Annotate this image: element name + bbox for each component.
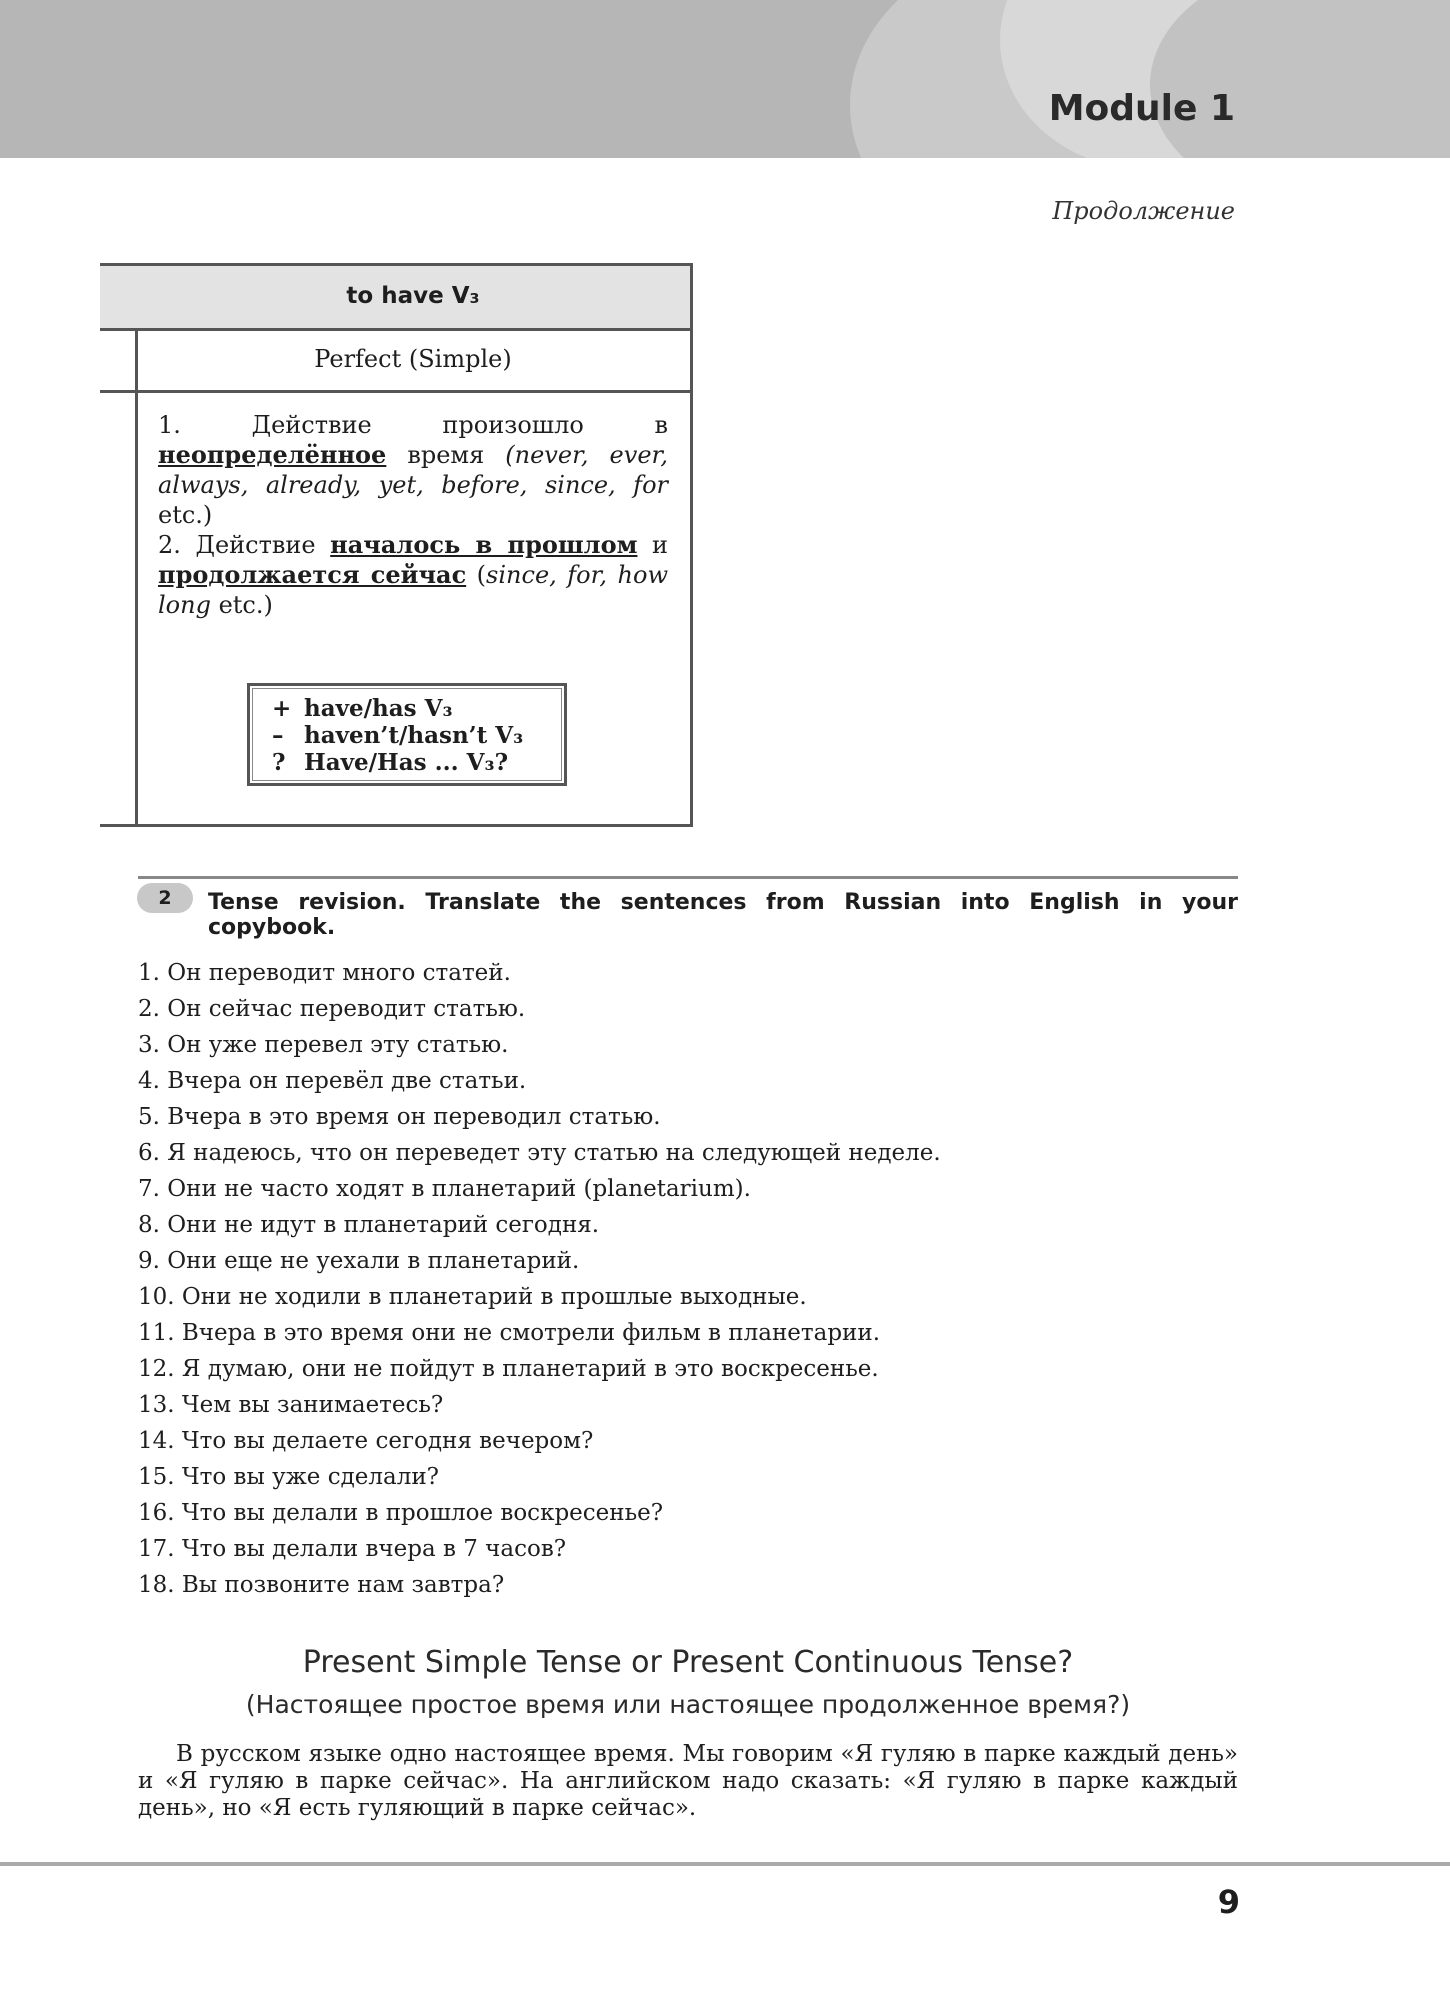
form-negative xyxy=(272,722,564,749)
usage-markers: since, for, how long xyxy=(158,561,668,619)
item-text: Он уже перевел эту статью. xyxy=(167,1032,509,1058)
table-header xyxy=(100,263,690,331)
item-number: 12. xyxy=(138,1356,175,1382)
usage-text: ( xyxy=(466,561,487,589)
item-number: 13. xyxy=(138,1392,175,1418)
form-question xyxy=(272,749,564,776)
item-number: 17. xyxy=(138,1536,175,1562)
item-text: Вы позвоните нам завтра? xyxy=(181,1572,505,1598)
list-item xyxy=(138,994,941,1030)
item-text: Вчера в это время они не смотрели фильм в планетарии. xyxy=(181,1320,881,1346)
list-item xyxy=(138,1030,941,1066)
list-item xyxy=(138,1246,941,1282)
item-number: 18. xyxy=(138,1572,175,1598)
list-item xyxy=(138,1390,941,1426)
item-number: 15. xyxy=(138,1464,175,1490)
list-item xyxy=(138,1174,941,1210)
sentence-list xyxy=(138,958,941,1606)
item-text: Чем вы занимаетесь? xyxy=(181,1392,444,1418)
section-paragraph: В русском языке одно настоящее время. Мы говорим «Я гуляю в парке каждый день» и «Я гуляю в парке сейчас». На английском надо сказать: «Я гуляю в парке каждый день», но «Я есть гуляющий в парке сейчас». xyxy=(138,1741,1238,1821)
header-banner xyxy=(0,0,1450,158)
usage-text: и xyxy=(637,531,668,559)
usage-keyword: продолжается сейчас xyxy=(158,560,467,589)
list-item xyxy=(138,1318,941,1354)
item-number: 4. xyxy=(138,1068,160,1094)
exercise-number-badge: 2 xyxy=(137,883,193,913)
form-symbol: + xyxy=(272,695,292,722)
item-number: 11. xyxy=(138,1320,175,1346)
section-title: Present Simple Tense or Present Continuous Tense? xyxy=(302,1645,1074,1680)
item-number: 10. xyxy=(138,1284,175,1310)
list-item xyxy=(138,1066,941,1102)
item-text: Что вы делали вчера в 7 часов? xyxy=(181,1536,567,1562)
item-number: 8. xyxy=(138,1212,160,1238)
form-text: have/has V₃ xyxy=(304,695,453,722)
item-text: Что вы уже сделали? xyxy=(181,1464,439,1490)
table-subheader xyxy=(100,328,690,393)
item-number: 5. xyxy=(138,1104,160,1130)
usage-text: etc.) xyxy=(158,501,213,529)
list-item xyxy=(138,1534,941,1570)
usage-markers: (never, ever, always, already, yet, before, since, for xyxy=(158,441,668,499)
decorative-shape xyxy=(1150,0,1450,158)
continuation-label: Продолжение xyxy=(1052,197,1235,225)
item-number: 9. xyxy=(138,1248,160,1274)
item-text: Они не часто ходят в планетарий (planetarium). xyxy=(167,1176,751,1202)
item-text: Они не ходили в планетарий в прошлые выходные. xyxy=(181,1284,807,1310)
item-number: 2. xyxy=(138,996,160,1022)
usage-text: 2. Действие xyxy=(158,531,331,559)
list-item xyxy=(138,1354,941,1390)
list-item xyxy=(138,1570,941,1606)
list-item xyxy=(138,1282,941,1318)
exercise-instruction: Tense revision. Translate the sentences from Russian into English in your copybook. xyxy=(208,890,1238,940)
item-number: 14. xyxy=(138,1428,175,1454)
usage-notes xyxy=(158,410,668,620)
table-bottom-border xyxy=(100,824,690,827)
usage-2 xyxy=(158,530,668,620)
item-number: 6. xyxy=(138,1140,160,1166)
list-item xyxy=(138,1210,941,1246)
form-affirmative xyxy=(272,695,564,722)
item-text: Что вы делали в прошлое воскресенье? xyxy=(181,1500,664,1526)
item-text: Я думаю, они не пойдут в планетарий в это воскресенье. xyxy=(181,1356,879,1382)
item-text: Я надеюсь, что он переведет эту статью на следующей неделе. xyxy=(167,1140,941,1166)
module-title: Module 1 xyxy=(1048,88,1235,129)
item-text: Они еще не уехали в планетарий. xyxy=(167,1248,580,1274)
form-symbol: ? xyxy=(272,749,286,776)
item-text: Вчера в это время он переводил статью. xyxy=(167,1104,661,1130)
usage-keyword: неопределённое xyxy=(158,440,387,469)
footer-divider xyxy=(0,1862,1450,1866)
usage-keyword: началось в прошлом xyxy=(330,530,638,559)
item-number: 7. xyxy=(138,1176,160,1202)
item-text: Они не идут в планетарий сегодня. xyxy=(167,1212,600,1238)
item-text: Он сейчас переводит статью. xyxy=(167,996,526,1022)
item-number: 16. xyxy=(138,1500,175,1526)
form-header: to have V₃ xyxy=(346,283,480,309)
list-item xyxy=(138,1102,941,1138)
usage-1 xyxy=(158,410,668,530)
form-symbol: – xyxy=(272,722,284,749)
usage-text: время xyxy=(386,441,506,469)
form-text: haven’t/hasn’t V₃ xyxy=(304,722,524,749)
item-text: Что вы делаете сегодня вечером? xyxy=(181,1428,594,1454)
list-item xyxy=(138,1426,941,1462)
item-number: 1. xyxy=(138,960,160,986)
item-number: 3. xyxy=(138,1032,160,1058)
list-item xyxy=(138,958,941,994)
list-item xyxy=(138,1138,941,1174)
usage-text: 1. Действие произошло в xyxy=(158,411,668,439)
forms-box xyxy=(247,683,567,786)
list-item xyxy=(138,1462,941,1498)
tense-name: Perfect (Simple) xyxy=(314,345,512,373)
section-subtitle: (Настоящее простое время или настоящее продолженное время?) xyxy=(245,1690,1131,1719)
exercise-divider xyxy=(138,876,1238,879)
item-text: Вчера он перевёл две статьи. xyxy=(167,1068,527,1094)
list-item xyxy=(138,1498,941,1534)
form-text: Have/Has ... V₃? xyxy=(304,749,509,776)
usage-text: etc.) xyxy=(210,591,273,619)
page-number: 9 xyxy=(1217,1883,1240,1921)
item-text: Он переводит много статей. xyxy=(167,960,511,986)
